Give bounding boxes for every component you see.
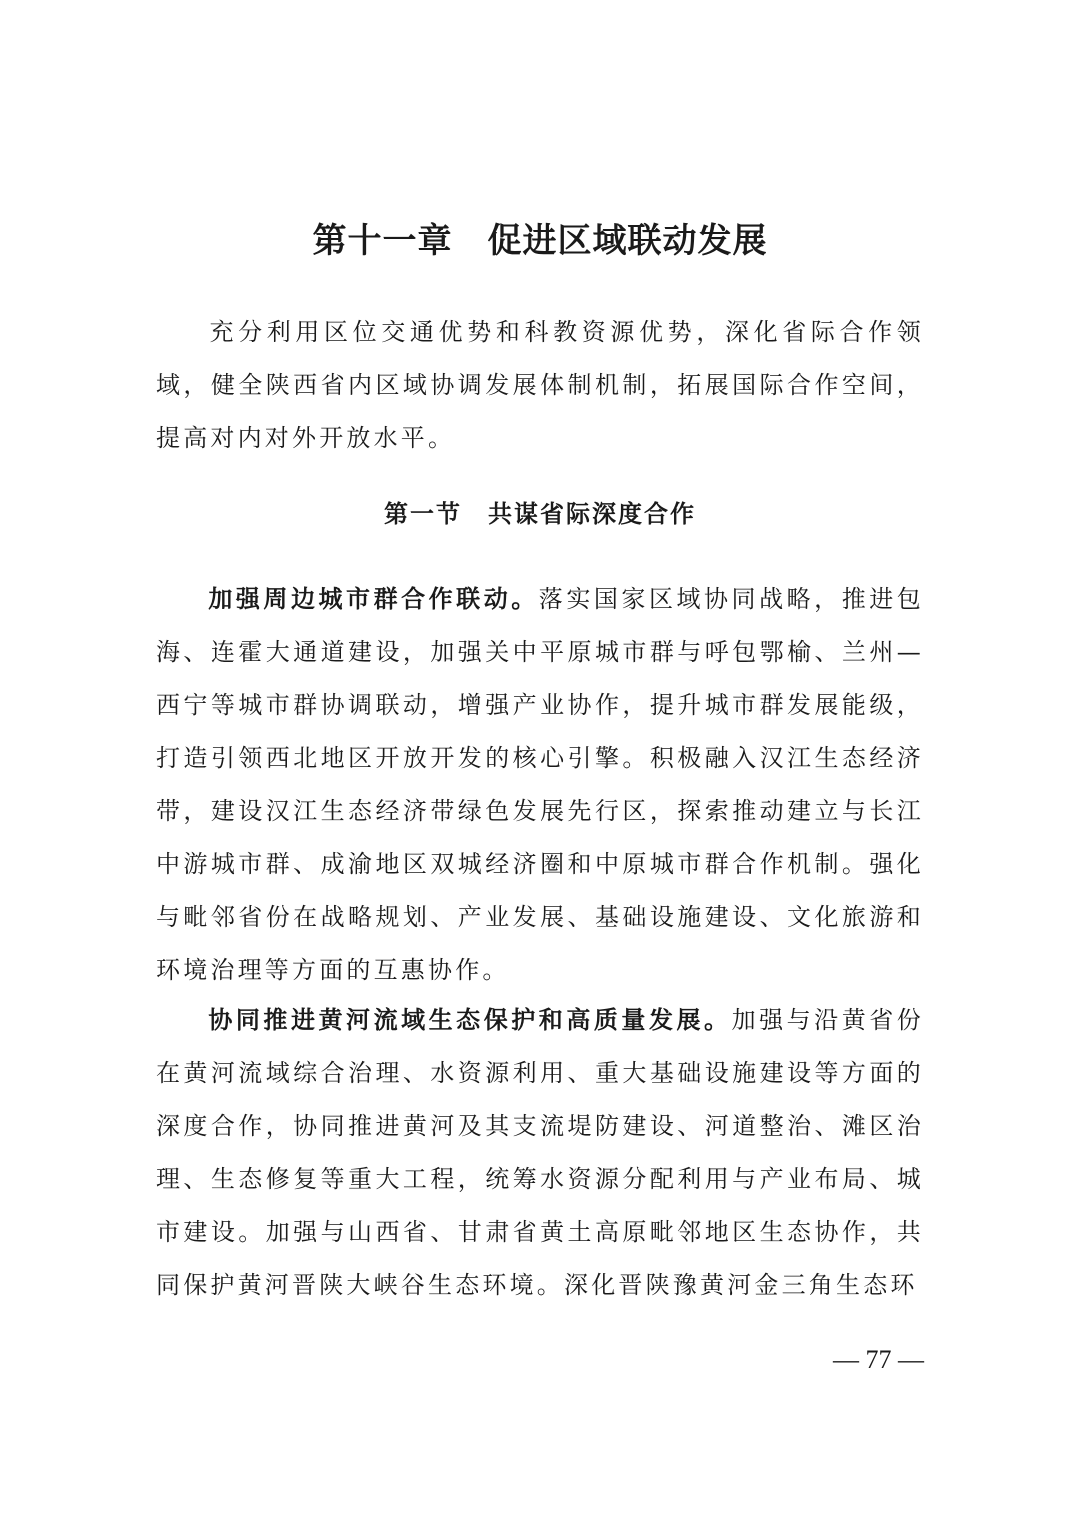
paragraph-text: 落实国家区域协同战略，推进包海、连霍大通道建设，加强关中平原城市群与呼包鄂榆、兰州—西宁等城市群协调联动，增强产业协作，提升城市群发展能级，打造引领西北地区开放开发的核心引擎。积极融入汉江生态经济带，建设汉江生态经济带绿色发展先行区，探索推动建立与长江中游城市群、成渝地区双城经济圈和中原城市群合作机制。强化与毗邻省份在战略规划、产业发展、基础设施建设、文化旅游和环境治理等方面的互惠协作。 xyxy=(156,585,924,984)
paragraph-lead: 加强周边城市群合作联动。 xyxy=(208,585,539,613)
chapter-title: 第十一章 促进区域联动发展 xyxy=(312,221,768,261)
paragraph-yellow-river-cooperation xyxy=(156,994,924,1312)
paragraph-text: 加强与沿黄省份在黄河流域综合治理、水资源利用、重大基础设施建设等方面的深度合作，协同推进黄河及其支流堤防建设、河道整治、滩区治理、生态修复等重大工程，统筹水资源分配利用与产业布局、城市建设。加强与山西省、甘肃省黄土高原毗邻地区生态协作，共同保护黄河晋陕大峡谷生态环境。深化晋陕豫黄河金三角生态环 xyxy=(156,1006,924,1299)
intro-paragraph xyxy=(156,306,924,465)
intro-text: 充分利用区位交通优势和科教资源优势，深化省际合作领域，健全陕西省内区域协调发展体制机制，拓展国际合作空间， 提高对内对外开放水平。 xyxy=(156,318,924,452)
page-number: — 77 — xyxy=(833,1345,924,1374)
paragraph-city-cluster-cooperation xyxy=(156,573,924,997)
section-title: 第一节 共谋省际深度合作 xyxy=(384,500,696,528)
paragraph-lead: 协同推进黄河流域生态保护和高质量发展。 xyxy=(208,1006,732,1034)
